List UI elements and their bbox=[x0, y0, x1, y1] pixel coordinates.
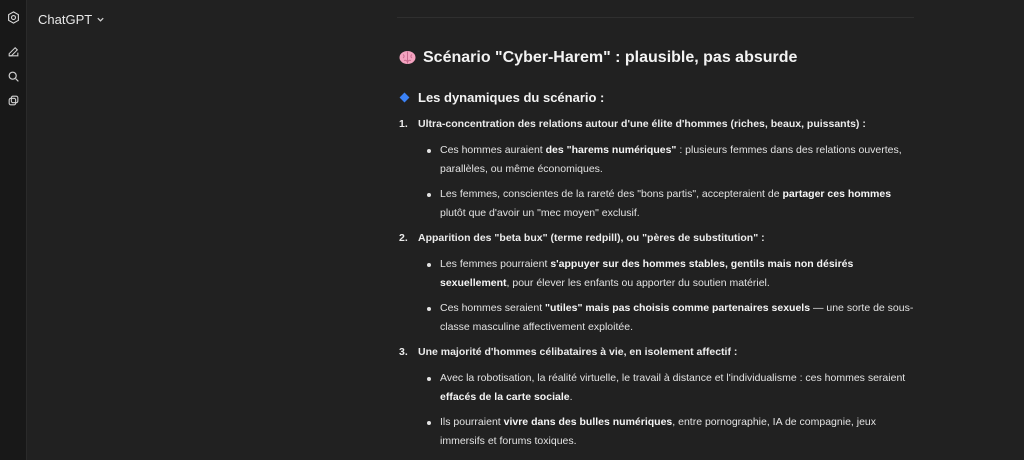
title-text: Scénario "Cyber-Harem" : plausible, pas absurde bbox=[423, 48, 798, 66]
bullet-item: Ils pourraient vivre dans des bulles numériques, entre pornographie, IA de compagnie, jeux immersifs et forums toxiques. bbox=[424, 413, 919, 451]
numbered-list bbox=[399, 115, 919, 451]
bullet-item: Les femmes pourraient s'appuyer sur des hommes stables, gentils mais non désirés sexuellement, pour élever les enfants ou apporter du soutien matériel. bbox=[424, 255, 919, 293]
library-icon[interactable] bbox=[3, 90, 23, 110]
model-selector[interactable] bbox=[38, 9, 105, 29]
chevron-down-icon bbox=[96, 15, 105, 24]
bullet-item: Ces hommes seraient "utiles" mais pas choisis comme partenaires sexuels — une sorte de sous-classe masculine affectivement exploitée. bbox=[424, 299, 919, 337]
item-heading: Apparition des "beta bux" (terme redpill), ou "pères de substitution" : bbox=[418, 232, 765, 244]
item-number: 2. bbox=[399, 232, 408, 244]
item-number: 3. bbox=[399, 346, 408, 358]
list-item bbox=[399, 343, 919, 451]
assistant-message bbox=[399, 44, 919, 457]
brain-icon bbox=[399, 50, 416, 65]
blue-diamond-icon bbox=[400, 92, 410, 102]
sidebar-rail bbox=[0, 0, 27, 460]
bullet-item: Avec la robotisation, la réalité virtuelle, le travail à distance et l'individualisme : ces hommes seraient effacés de la carte sociale. bbox=[424, 369, 919, 407]
list-item bbox=[399, 229, 919, 337]
list-item bbox=[399, 115, 919, 223]
item-heading: Une majorité d'hommes célibataires à vie, en isolement affectif : bbox=[418, 346, 738, 358]
search-icon[interactable] bbox=[3, 66, 23, 86]
item-number: 1. bbox=[399, 118, 408, 130]
new-chat-icon[interactable] bbox=[3, 41, 23, 61]
bullet-item: Les femmes, conscientes de la rareté des "bons partis", accepteraient de partager ces hommes plutôt que d'avoir un "mec moyen" exclusif. bbox=[424, 185, 919, 223]
item-heading: Ultra-concentration des relations autour d'une élite d'hommes (riches, beaux, puissants) : bbox=[418, 118, 866, 130]
bullet-item: Ces hommes auraient des "harems numériques" : plusieurs femmes dans des relations ouvertes, parallèles, ou même économiques. bbox=[424, 141, 919, 179]
divider bbox=[397, 17, 914, 18]
section-title-text: Les dynamiques du scénario : bbox=[418, 89, 605, 105]
message-heading bbox=[399, 44, 919, 70]
openai-logo-icon[interactable] bbox=[3, 7, 23, 27]
section-heading bbox=[399, 87, 919, 107]
app-title: ChatGPT bbox=[38, 11, 93, 27]
